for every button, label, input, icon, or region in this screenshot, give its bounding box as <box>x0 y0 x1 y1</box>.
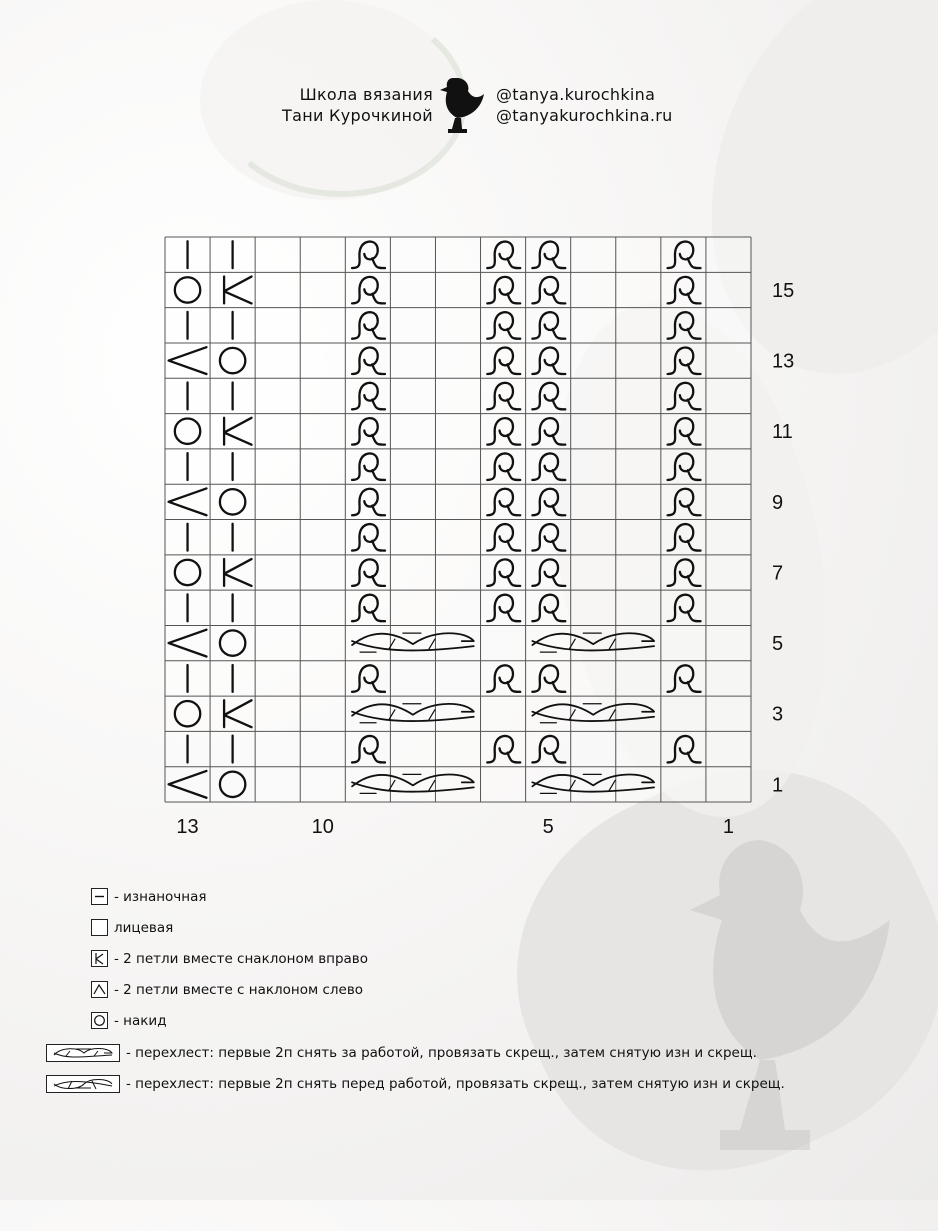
hen-watermark-icon <box>610 800 910 1200</box>
legend-text: - 2 петли вместе с наклоном слево <box>114 981 364 998</box>
school-name-line1: Школа вязания <box>299 85 433 104</box>
row-number-label: 3 <box>772 703 784 726</box>
yarn-over-icon <box>91 1012 108 1029</box>
column-number-label: 1 <box>722 816 735 838</box>
column-number-label: 13 <box>176 816 199 838</box>
cable-back-icon <box>46 1044 120 1062</box>
legend-text: - перехлест: первые 2п снять за работой, провязать скрещ., затем снятую изн и скрещ. <box>126 1045 757 1061</box>
legend-item-k2tog-right <box>46 950 368 967</box>
legend-item-cable-back <box>46 1044 757 1062</box>
legend-text: - перехлест: первые 2п снять перед работой, провязать скрещ., затем снятую изн и скрещ. <box>126 1076 785 1092</box>
legend-text: - 2 петли вместе снаклоном вправо <box>114 950 369 967</box>
cable-front-icon <box>46 1075 120 1093</box>
legend-text: - накид <box>114 1012 167 1029</box>
k2tog-right-icon <box>91 950 108 967</box>
legend-text: - изнаночная <box>114 888 207 905</box>
row-number-label: 15 <box>772 279 795 302</box>
row-number-label: 11 <box>772 421 793 444</box>
legend-item-knit <box>46 919 173 936</box>
row-number-label: 13 <box>772 350 795 373</box>
column-number-label: 5 <box>542 816 554 838</box>
legend-item-yarn-over <box>46 1012 167 1029</box>
instagram-handle[interactable]: @tanya.kurochkina <box>496 85 656 104</box>
column-number-label: 10 <box>311 816 334 838</box>
knit-icon <box>91 919 108 936</box>
school-name-line2: Тани Курочкиной <box>282 106 433 125</box>
row-number-label: 5 <box>772 633 784 656</box>
website-link[interactable]: @tanyakurochkina.ru <box>496 106 673 125</box>
purl-icon <box>91 888 108 905</box>
k2tog-left-icon <box>91 981 108 998</box>
row-number-label: 7 <box>772 562 784 585</box>
row-number-label: 1 <box>772 774 784 797</box>
legend-item-purl <box>46 888 207 905</box>
row-number-label: 9 <box>772 491 784 514</box>
legend-item-k2tog-left <box>46 981 363 998</box>
legend-text: лицевая <box>114 919 174 936</box>
legend-item-cable-front <box>46 1075 785 1093</box>
